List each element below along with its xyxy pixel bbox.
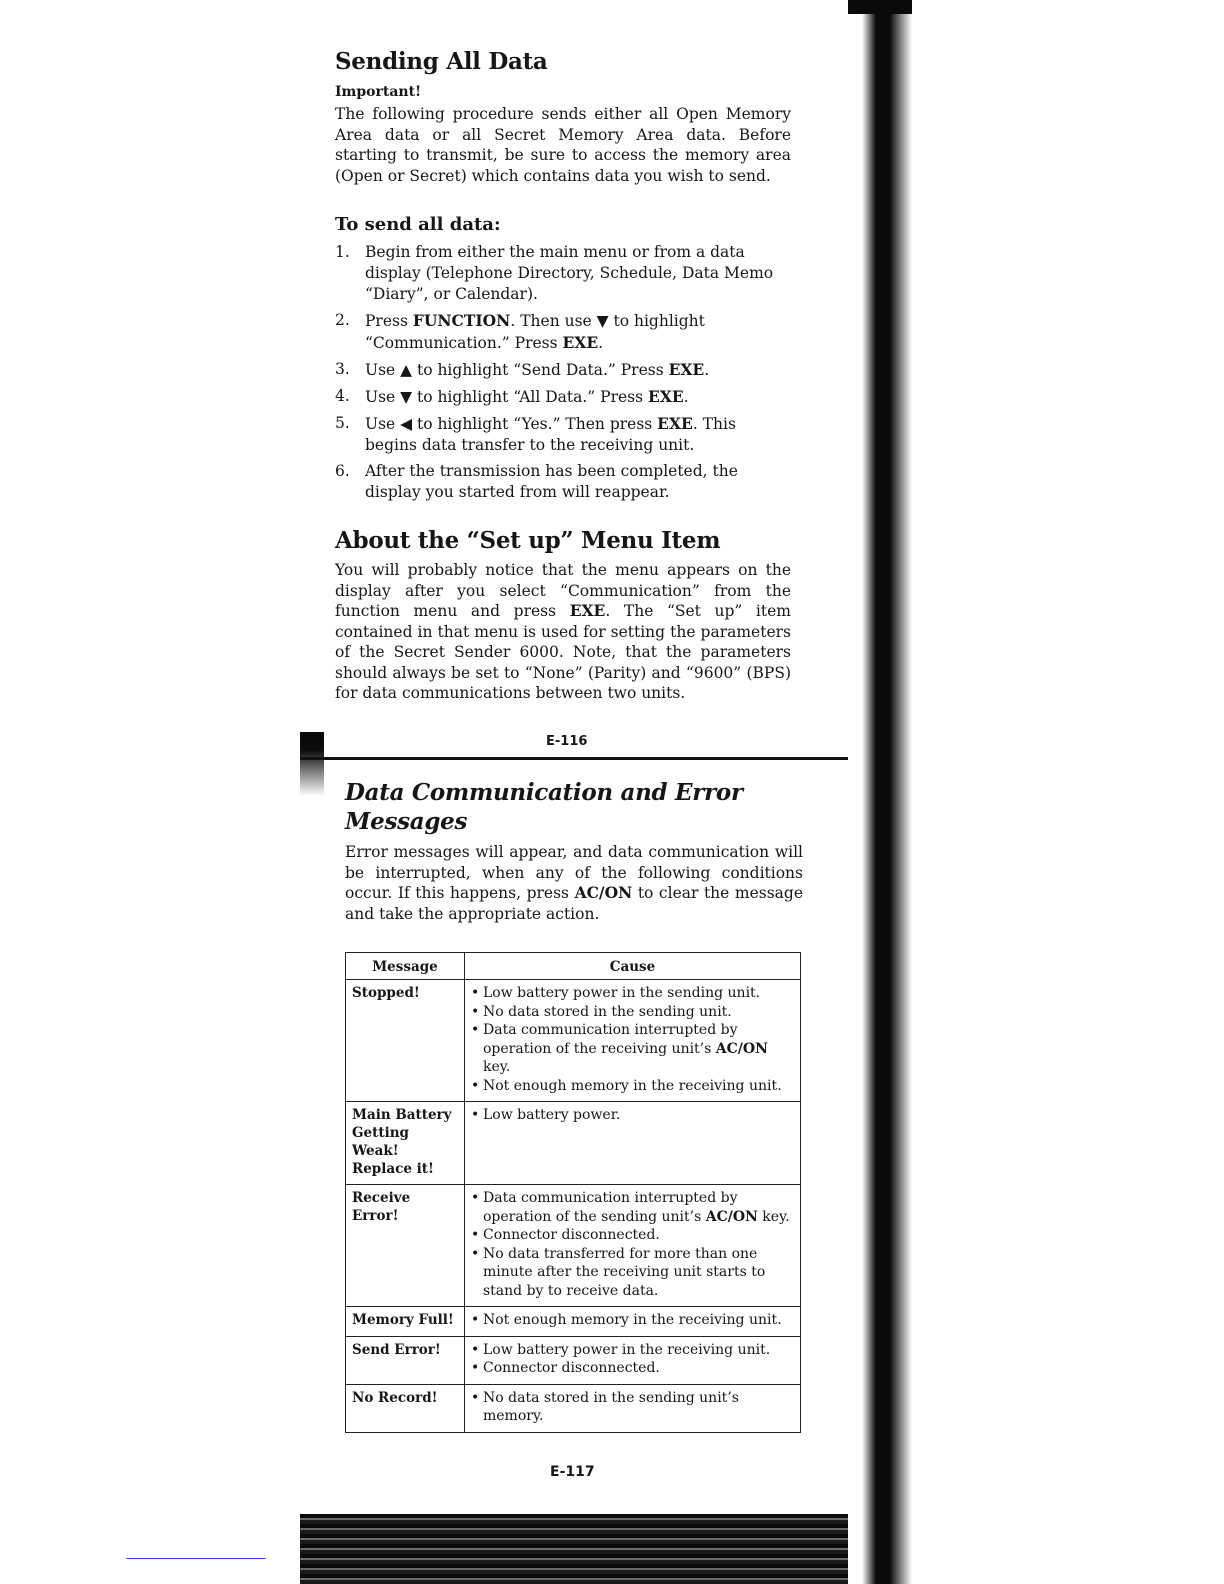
error-message-cell: Stopped! <box>346 980 465 1102</box>
section-title-error-line2: Messages <box>345 808 468 835</box>
step-text: After the transmission has been completed, the display you started from will reappear. <box>365 462 738 501</box>
step-number: 1. <box>335 243 350 261</box>
cause-text: Not enough memory in the receiving unit. <box>483 1312 782 1328</box>
table-row <box>346 1307 801 1337</box>
important-text: The following procedure sends either all Open Memory Area data or all Secret Memory Area data. Before starting to transmit, be sure to access the memory area (Open or Secret) which contains data you wish to send. <box>335 105 791 185</box>
cause-text: Data communication interrupted by operation of the sending unit’s AC/ON key. <box>483 1190 790 1225</box>
cause-item <box>471 1077 794 1096</box>
error-cause-cell <box>465 1384 801 1432</box>
bullet-icon: • <box>471 1190 480 1206</box>
cause-item <box>471 1389 794 1426</box>
step-number: 6. <box>335 462 350 480</box>
error-cause-cell <box>465 980 801 1102</box>
bullet-icon: • <box>471 1003 480 1020</box>
cause-item <box>471 1189 794 1226</box>
bullet-icon: • <box>471 1312 480 1328</box>
step-number: 2. <box>335 311 350 329</box>
important-label: Important! <box>335 84 422 100</box>
step-text: Press FUNCTION. Then use ▼ to highlight “Communication.” Press EXE. <box>365 311 705 352</box>
error-cause-cell <box>465 1102 801 1185</box>
cause-item <box>471 1311 794 1330</box>
step-text: Use ▼ to highlight “All Data.” Press EXE. <box>365 387 689 406</box>
cause-text: No data stored in the sending unit. <box>483 1003 732 1020</box>
error-message-cell: Memory Full! <box>346 1307 465 1337</box>
bullet-icon: • <box>471 1227 480 1243</box>
scan-bottom-edge <box>300 1514 848 1584</box>
setup-text: You will probably notice that the menu appears on the display after you select “Communication” from the function menu and press EXE. The “Set up” item contained in that menu is used for setting the parameters of the Secret Sender 6000. Note, that the parameters should always be set to “None” (Parity) and “9600” (BPS) for data communications between two units. <box>335 561 791 702</box>
error-message-cell: Receive Error! <box>346 1185 465 1307</box>
error-table <box>345 952 801 1433</box>
cause-text: Connector disconnected. <box>483 1227 660 1243</box>
error-table-body <box>346 980 801 1433</box>
step-item <box>335 413 791 456</box>
table-row <box>346 1102 801 1185</box>
cause-item <box>471 984 794 1003</box>
cause-item <box>471 1021 794 1077</box>
steps-list <box>335 242 791 503</box>
error-cause-cell <box>465 1336 801 1384</box>
step-text: Use ◀ to highlight “Yes.” Then press EXE. This begins data transfer to the receiving unit. <box>365 414 736 454</box>
table-row <box>346 1185 801 1307</box>
steps-heading: To send all data: <box>335 214 501 235</box>
cause-text: Low battery power in the receiving unit. <box>483 1341 771 1358</box>
scan-left-corner <box>300 732 324 796</box>
cause-text: No data stored in the sending unit’s memory. <box>483 1389 739 1424</box>
error-cause-cell <box>465 1307 801 1337</box>
bullet-icon: • <box>471 1360 480 1376</box>
step-item <box>335 242 791 305</box>
page-e116 <box>335 46 791 704</box>
bullet-icon: • <box>471 1245 480 1262</box>
step-number: 3. <box>335 360 350 378</box>
stray-underline <box>126 1558 266 1559</box>
step-item <box>335 310 791 354</box>
error-intro: Error messages will appear, and data communication will be interrupted, when any of the following conditions occur. If this happens, press AC/ON to clear the message and take the appropriate action. <box>345 843 803 923</box>
error-message-cell: No Record! <box>346 1384 465 1432</box>
bullet-icon: • <box>471 1341 480 1358</box>
page-e117 <box>345 778 803 1433</box>
step-item <box>335 359 791 381</box>
bullet-icon: • <box>471 1022 480 1038</box>
bullet-icon: • <box>471 1077 480 1094</box>
cause-text: Data communication interrupted by operation of the receiving unit’s AC/ON key. <box>483 1022 768 1075</box>
cause-item <box>471 1226 794 1245</box>
cause-item <box>471 1245 794 1301</box>
bullet-icon: • <box>471 1389 480 1406</box>
page-divider <box>300 757 848 760</box>
scan-top-tab <box>848 0 912 14</box>
bullet-icon: • <box>471 985 480 1001</box>
error-message-cell: Send Error! <box>346 1336 465 1384</box>
header-cause: Cause <box>465 953 801 980</box>
cause-text: Not enough memory in the receiving unit. <box>483 1077 782 1094</box>
error-cause-cell <box>465 1185 801 1307</box>
bullet-icon: • <box>471 1107 480 1123</box>
cause-item <box>471 1003 794 1022</box>
cause-text: Connector disconnected. <box>483 1360 660 1376</box>
header-message: Message <box>346 953 465 980</box>
step-number: 4. <box>335 387 350 405</box>
table-row <box>346 980 801 1102</box>
cause-item <box>471 1359 794 1378</box>
section-title-setup: About the “Set up” Menu Item <box>335 527 721 554</box>
page-number-e116: E-116 <box>546 734 588 749</box>
error-message-cell: Main Battery Getting Weak! Replace it! <box>346 1102 465 1185</box>
cause-text: No data transferred for more than one minute after the receiving unit starts to stand by to receive data. <box>483 1245 766 1299</box>
step-text: Use ▲ to highlight “Send Data.” Press EXE. <box>365 360 710 379</box>
section-title-sending-all-data: Sending All Data <box>335 48 548 75</box>
cause-item <box>471 1106 794 1125</box>
page-number-e117: E-117 <box>550 1464 595 1480</box>
table-header-row <box>346 953 801 980</box>
step-item <box>335 461 791 503</box>
step-item <box>335 386 791 408</box>
step-text: Begin from either the main menu or from a data display (Telephone Directory, Schedule, Data Memo “Diary”, or Calendar). <box>365 243 774 303</box>
scan-edge-right <box>842 0 912 1584</box>
table-row <box>346 1384 801 1432</box>
cause-item <box>471 1341 794 1360</box>
cause-text: Low battery power. <box>483 1107 621 1123</box>
cause-text: Low battery power in the sending unit. <box>483 985 761 1001</box>
table-row <box>346 1336 801 1384</box>
step-number: 5. <box>335 414 350 432</box>
section-title-error-line1: Data Communication and Error <box>345 779 743 806</box>
